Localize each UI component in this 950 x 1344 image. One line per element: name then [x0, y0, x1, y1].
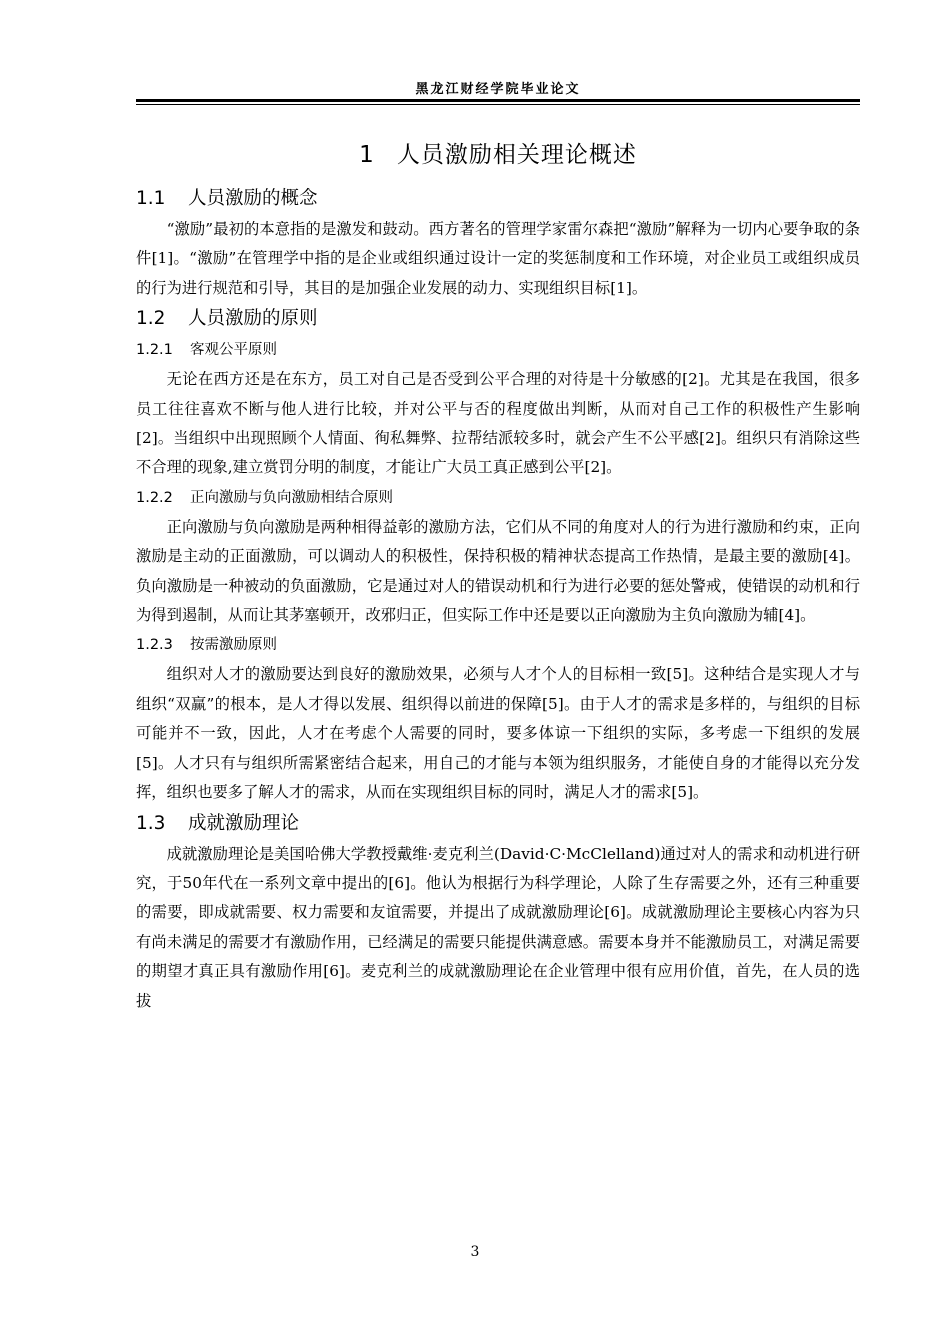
header-rule-thick — [136, 99, 860, 102]
section-number: 1.1 — [136, 188, 166, 209]
subsection-number: 1.2.1 — [136, 342, 173, 359]
subsection-heading-1-2-3 — [136, 630, 860, 660]
paragraph: “激励”最初的本意指的是激发和鼓动。西方著名的管理学家雷尔森把“激励”解释为一切内心要争取的条件[1]。“激励”在管理学中指的是企业或组织通过设计一定的奖惩制度和工作环境，对企业员工或组织成员的行为进行规范和引导，其目的是加强企业发展的动力、实现组织目标[1]。 — [136, 220, 860, 297]
subsection-number: 1.2.2 — [136, 489, 173, 506]
section-heading-1-3 — [136, 808, 860, 840]
chapter-number: 1 — [359, 142, 375, 168]
paragraph: 组织对人才的激励要达到良好的激励效果，必须与人才个人的目标相一致[5]。这种结合是实现人才与组织“双赢”的根本，是人才得以发展、组织得以前进的保障[5]。由于人才的需求是多样的，与组织的目标可能并不一致，因此，人才在考虑个人需要的同时，要多体谅一下组织的实际，多考虑一下组织的发展[5]。人才只有与组织所需紧密结合起来，用自己的才能与本领为组织服务，才能使自身的才能得以充分发挥，组织也要多了解人才的需求，从而在实现组织目标的同时，满足人才的需求[5]。 — [136, 665, 860, 802]
subsection-heading-1-2-2 — [136, 483, 860, 513]
paragraph: 成就激励理论是美国哈佛大学教授戴维·麦克利兰(David·C·McClelland)通过对人的需求和动机进行研究，于50年代在一系列文章中提出的[6]。他认为根据行为科学理论，人除了生存需要之外，还有三种重要的需要，即成就需要、权力需要和友谊需要，并提出了成就激励理论[6]。成就激励理论主要核心内容为只有尚未满足的需要才有激励作用，已经满足的需要只能提供满意感。需要本身并不能激励员工，对满足需要的期望才真正具有激励作用[6]。麦克利兰的成就激励理论在企业管理中很有应用价值，首先，在人员的选拔 — [136, 844, 860, 1010]
body-content — [136, 128, 860, 1016]
section-title: 人员激励的概念 — [188, 188, 318, 209]
running-header: 黑龙江财经学院毕业论文 — [415, 82, 581, 97]
section-title: 成就激励理论 — [188, 812, 300, 834]
subsection-title: 按需激励原则 — [190, 637, 277, 654]
header-rule-thin — [136, 104, 860, 105]
chapter-title: 人员激励相关理论概述 — [396, 142, 637, 168]
paragraph: 无论在西方还是在东方，员工对自己是否受到公平合理的对待是十分敏感的[2]。尤其是在我国，很多员工往往喜欢不断与他人进行比较，并对公平与否的程度做出判断，从而对自己工作的积极性产生影响[2]。当组织中出现照顾个人情面、徇私舞弊、拉帮结派较多时，就会产生不公平感[2]。组织只有消除这些不合理的现象,建立赏罚分明的制度，才能让广大员工真正感到公平[2]。 — [136, 370, 860, 477]
subsection-title: 正向激励与负向激励相结合原则 — [190, 489, 393, 506]
section-heading-1-1 — [136, 183, 860, 215]
paragraph: 正向激励与负向激励是两种相得益彰的激励方法，它们从不同的角度对人的行为进行激励和约束，正向激励是主动的正面激励，可以调动人的积极性，保持积极的精神状态提高工作热情，是最主要的激励[4]。负向激励是一种被动的负面激励，它是通过对人的错误动机和行为进行必要的惩处警戒，使错误的动机和行为得到遏制，从而让其茅塞顿开，改邪归正，但实际工作中还是要以正向激励为主负向激励为辅[4]。 — [136, 517, 860, 625]
chapter-heading — [136, 136, 860, 169]
section-number: 1.2 — [136, 308, 166, 330]
section-title: 人员激励的原则 — [188, 308, 318, 330]
subsection-title: 客观公平原则 — [190, 342, 277, 359]
subsection-number: 1.2.3 — [136, 637, 173, 654]
section-number: 1.3 — [136, 812, 166, 834]
subsection-heading-1-2-1 — [136, 335, 860, 365]
page-number: 3 — [470, 1244, 480, 1260]
section-heading-1-2 — [136, 303, 860, 335]
